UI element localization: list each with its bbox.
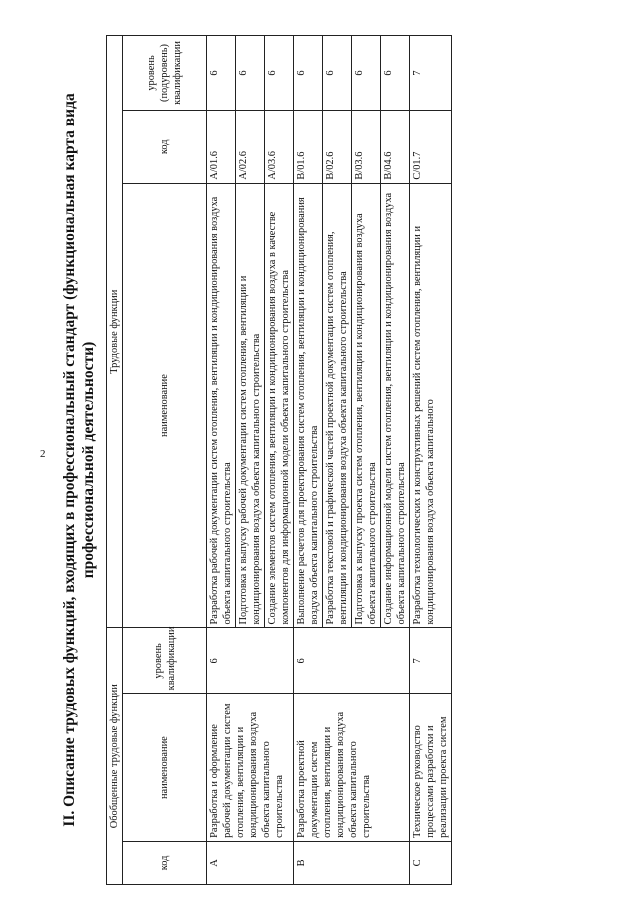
header-function-code: код [123, 110, 207, 183]
function-level: 6 [265, 36, 294, 111]
function-name: Подготовка к выпуску проекта систем отопления, вентиляции и кондиционирования воздуха объекта капитального строительства [352, 183, 381, 628]
function-name: Создание элементов систем отопления, вентиляции и кондиционирования воздуха в качестве компонентов для информационной модели объекта капитального строительства [265, 183, 294, 628]
function-code: A/01.6 [207, 110, 236, 183]
function-level: 6 [323, 36, 352, 111]
function-level: 6 [352, 36, 381, 111]
function-name: Подготовка к выпуску рабочей документации систем отопления, вентиляции и кондиционирования воздуха объекта капитального строительства [236, 183, 265, 628]
table-body [207, 36, 452, 885]
generalized-code: C [410, 841, 452, 884]
generalized-level: 6 [294, 628, 410, 694]
function-level: 6 [381, 36, 410, 111]
header-labor-functions: Трудовые функции [107, 36, 123, 628]
function-level: 6 [207, 36, 236, 111]
generalized-level: 6 [207, 628, 294, 694]
functional-map-table [106, 35, 452, 885]
function-code: B/03.6 [352, 110, 381, 183]
page-number: 2 [40, 448, 46, 460]
function-code: B/01.6 [294, 110, 323, 183]
generalized-name: Техническое руководство процессами разработки и реализации проекта систем [410, 694, 452, 842]
table-row [410, 36, 452, 885]
function-code: C/01.7 [410, 110, 452, 183]
function-level: 6 [294, 36, 323, 111]
header-generalized-functions: Обобщенные трудовые функции [107, 628, 123, 885]
rotated-page-content [60, 35, 620, 885]
header-code: код [123, 841, 207, 884]
generalized-code: A [207, 841, 294, 884]
header-name: наименование [123, 694, 207, 842]
function-code: B/02.6 [323, 110, 352, 183]
function-name: Разработка рабочей документации систем отопления, вентиляции и кондиционирования воздуха объекта капитального строительства [207, 183, 236, 628]
header-function-name: наименование [123, 183, 207, 628]
function-code: A/03.6 [265, 110, 294, 183]
function-name: Создание информационной модели систем отопления, вентиляции и кондиционирования воздуха объекта капитального строительства [381, 183, 410, 628]
generalized-level: 7 [410, 628, 452, 694]
function-name: Выполнение расчетов для проектирования систем отопления, вентиляции и кондиционирования воздуха объекта капитального строительства [294, 183, 323, 628]
function-level: 6 [236, 36, 265, 111]
function-code: A/02.6 [236, 110, 265, 183]
header-sublevel: уровень (подуровень) квалификации [123, 36, 207, 111]
table-row [207, 36, 236, 885]
section-title-line2: профессиональной деятельности) [80, 341, 97, 579]
function-name: Разработка текстовой и графической частей проектной документации систем отопления, вентиляции и кондиционирования воздуха объекта капитального строительства [323, 183, 352, 628]
generalized-code: B [294, 841, 410, 884]
section-title [60, 35, 98, 885]
header-level: уровень квалификации [123, 628, 207, 694]
generalized-name: Разработка проектной документации систем отопления, вентиляции и кондиционирования воздуха объекта капитального строительства [294, 694, 410, 842]
function-level: 7 [410, 36, 452, 111]
function-name: Разработка технологических и конструктивных решений систем отопления, вентиляции и кондиционирования воздуха объекта капитального [410, 183, 452, 628]
generalized-name: Разработка и оформление рабочей документации систем отопления, вентиляции и кондиционирования воздуха объекта капитального строительства [207, 694, 294, 842]
table-row [294, 36, 323, 885]
section-title-line1: II. Описание трудовых функций, входящих в профессиональный стандарт (функциональная карта вида [61, 93, 78, 827]
function-code: B/04.6 [381, 110, 410, 183]
